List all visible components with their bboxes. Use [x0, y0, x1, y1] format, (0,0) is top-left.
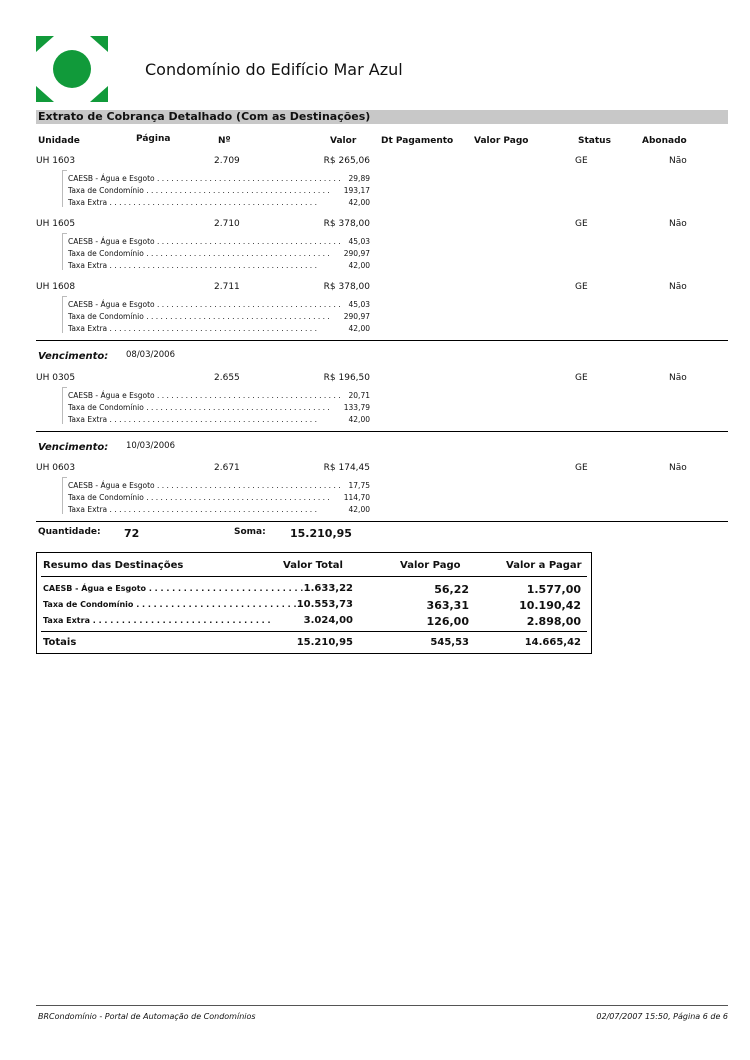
item-value: 42,00	[348, 505, 370, 514]
unit-abonado: Não	[669, 282, 687, 292]
unit-numero: 2.655	[214, 373, 240, 383]
items-bracket	[62, 387, 67, 424]
section-title: Extrato de Cobrança Detalhado (Com as Destinações)	[38, 110, 371, 123]
footer-left: BRCondomínio - Portal de Automação de Condomínios	[38, 1012, 256, 1021]
vencimento-date: 10/03/2006	[126, 441, 175, 451]
unit-status: GE	[575, 156, 588, 166]
summary-row-valor-a-pagar: 2.898,00	[526, 615, 581, 628]
unit-abonado: Não	[669, 156, 687, 166]
item-desc: Taxa Extra . . . . . . . . . . . . . . . . . . . . . . . . . . . . . . . . . . . . . . . . . . . .	[68, 415, 317, 424]
group-separator	[36, 431, 728, 432]
items-bracket	[62, 170, 67, 207]
summary-totals-valor-total: 15.210,95	[296, 637, 353, 648]
unit-valor: R$ 196,50	[323, 373, 370, 383]
item-value: 290,97	[343, 312, 370, 321]
summary-title: Resumo das Destinações	[43, 560, 184, 571]
col-numero: Nº	[218, 136, 231, 146]
item-value: 42,00	[348, 415, 370, 424]
summary-row-valor-total: 10.553,73	[296, 599, 353, 610]
items-bracket	[62, 233, 67, 270]
unit-abonado: Não	[669, 219, 687, 229]
unit-valor: R$ 378,00	[323, 282, 370, 292]
item-desc: CAESB - Água e Esgoto . . . . . . . . . . . . . . . . . . . . . . . . . . . . . . . . . . . . . . .	[68, 174, 341, 183]
quantidade-value: 72	[124, 527, 140, 540]
item-desc: Taxa de Condomínio . . . . . . . . . . . . . . . . . . . . . . . . . . . . . . . . . . . . . . .	[68, 493, 330, 502]
summary-totals-label: Totais	[43, 637, 77, 648]
summary-header-valor-pago: Valor Pago	[400, 560, 461, 571]
summary-row-valor-a-pagar: 10.190,42	[519, 599, 581, 612]
item-desc: Taxa de Condomínio . . . . . . . . . . . . . . . . . . . . . . . . . . . . . . . . . . . . . . .	[68, 312, 330, 321]
items-bracket	[62, 477, 67, 514]
summary-row-desc: Taxa de Condomínio . . . . . . . . . . . . . . . . . . . . . . . . . . . .	[43, 600, 297, 609]
item-value: 290,97	[343, 249, 370, 258]
vencimento-label: Vencimento:	[38, 442, 109, 453]
unit-numero: 2.710	[214, 219, 240, 229]
item-value: 29,89	[348, 174, 370, 183]
item-desc: CAESB - Água e Esgoto . . . . . . . . . . . . . . . . . . . . . . . . . . . . . . . . . . . . . . .	[68, 300, 341, 309]
unit-valor: R$ 265,06	[323, 156, 370, 166]
items-bracket	[62, 296, 67, 333]
quantidade-label: Quantidade:	[38, 527, 101, 537]
unit-id: UH 1608	[36, 282, 76, 292]
item-desc: CAESB - Água e Esgoto . . . . . . . . . . . . . . . . . . . . . . . . . . . . . . . . . . . . . . .	[68, 481, 341, 490]
item-desc: CAESB - Água e Esgoto . . . . . . . . . . . . . . . . . . . . . . . . . . . . . . . . . . . . . . .	[68, 237, 341, 246]
col-dt-pagamento: Dt Pagamento	[381, 136, 454, 146]
unit-id: UH 1603	[36, 156, 76, 166]
unit-status: GE	[575, 282, 588, 292]
unit-abonado: Não	[669, 373, 687, 383]
summary-row-valor-total: 3.024,00	[303, 615, 353, 626]
condominium-logo	[36, 36, 108, 102]
item-desc: Taxa Extra . . . . . . . . . . . . . . . . . . . . . . . . . . . . . . . . . . . . . . . . . . . .	[68, 505, 317, 514]
unit-status: GE	[575, 219, 588, 229]
col-pagina: Página	[136, 134, 171, 144]
col-valor: Valor	[330, 136, 357, 146]
summary-row-valor-a-pagar: 1.577,00	[526, 583, 581, 596]
unit-status: GE	[575, 463, 588, 473]
col-unidade: Unidade	[38, 136, 80, 146]
footer-rule	[36, 1005, 728, 1006]
item-desc: Taxa Extra . . . . . . . . . . . . . . . . . . . . . . . . . . . . . . . . . . . . . . . . . . . .	[68, 261, 317, 270]
unit-valor: R$ 174,45	[323, 463, 370, 473]
summary-row-valor-pago: 56,22	[434, 583, 469, 596]
summary-header-valor-total: Valor Total	[283, 560, 343, 571]
item-desc: Taxa de Condomínio . . . . . . . . . . . . . . . . . . . . . . . . . . . . . . . . . . . . . . .	[68, 186, 330, 195]
summary-totals-valor-a-pagar: 14.665,42	[524, 637, 581, 648]
item-desc: Taxa de Condomínio . . . . . . . . . . . . . . . . . . . . . . . . . . . . . . . . . . . . . . .	[68, 249, 330, 258]
condominium-name: Condomínio do Edifício Mar Azul	[145, 60, 403, 79]
soma-label: Soma:	[234, 527, 266, 537]
vencimento-date: 08/03/2006	[126, 350, 175, 360]
unit-id: UH 1605	[36, 219, 76, 229]
item-value: 20,71	[348, 391, 370, 400]
item-value: 42,00	[348, 198, 370, 207]
item-value: 114,70	[343, 493, 370, 502]
unit-status: GE	[575, 373, 588, 383]
item-value: 45,03	[348, 300, 370, 309]
unit-id: UH 0603	[36, 463, 76, 473]
item-desc: CAESB - Água e Esgoto . . . . . . . . . . . . . . . . . . . . . . . . . . . . . . . . . . . . . . .	[68, 391, 341, 400]
item-value: 133,79	[343, 403, 370, 412]
item-desc: Taxa Extra . . . . . . . . . . . . . . . . . . . . . . . . . . . . . . . . . . . . . . . . . . . .	[68, 324, 317, 333]
summary-row-desc: Taxa Extra . . . . . . . . . . . . . . . . . . . . . . . . . . . . . . .	[43, 616, 271, 625]
summary-row-desc: CAESB - Água e Esgoto . . . . . . . . . . . . . . . . . . . . . . . . . . . .	[43, 584, 310, 593]
item-value: 45,03	[348, 237, 370, 246]
unit-numero: 2.671	[214, 463, 240, 473]
group-separator	[36, 521, 728, 522]
unit-numero: 2.711	[214, 282, 240, 292]
summary-row-valor-pago: 126,00	[426, 615, 469, 628]
col-status: Status	[578, 136, 611, 146]
unit-id: UH 0305	[36, 373, 76, 383]
unit-valor: R$ 378,00	[323, 219, 370, 229]
item-value: 42,00	[348, 261, 370, 270]
item-desc: Taxa Extra . . . . . . . . . . . . . . . . . . . . . . . . . . . . . . . . . . . . . . . . . . . .	[68, 198, 317, 207]
item-value: 17,75	[348, 481, 370, 490]
group-separator	[36, 340, 728, 341]
col-valor-pago: Valor Pago	[474, 136, 529, 146]
item-value: 193,17	[343, 186, 370, 195]
summary-header-rule	[41, 576, 587, 577]
footer-right: 02/07/2007 15:50, Página 6 de 6	[596, 1012, 728, 1021]
item-desc: Taxa de Condomínio . . . . . . . . . . . . . . . . . . . . . . . . . . . . . . . . . . . . . . .	[68, 403, 330, 412]
col-abonado: Abonado	[642, 136, 687, 146]
item-value: 42,00	[348, 324, 370, 333]
summary-row-valor-pago: 363,31	[426, 599, 469, 612]
vencimento-label: Vencimento:	[38, 351, 109, 362]
summary-totals-rule	[41, 631, 587, 632]
destination-summary-box	[36, 552, 592, 654]
soma-value: 15.210,95	[290, 527, 352, 540]
summary-header-valor-a-pagar: Valor a Pagar	[506, 560, 582, 571]
summary-row-valor-total: 1.633,22	[303, 583, 353, 594]
summary-totals-valor-pago: 545,53	[430, 637, 469, 648]
unit-numero: 2.709	[214, 156, 240, 166]
unit-abonado: Não	[669, 463, 687, 473]
